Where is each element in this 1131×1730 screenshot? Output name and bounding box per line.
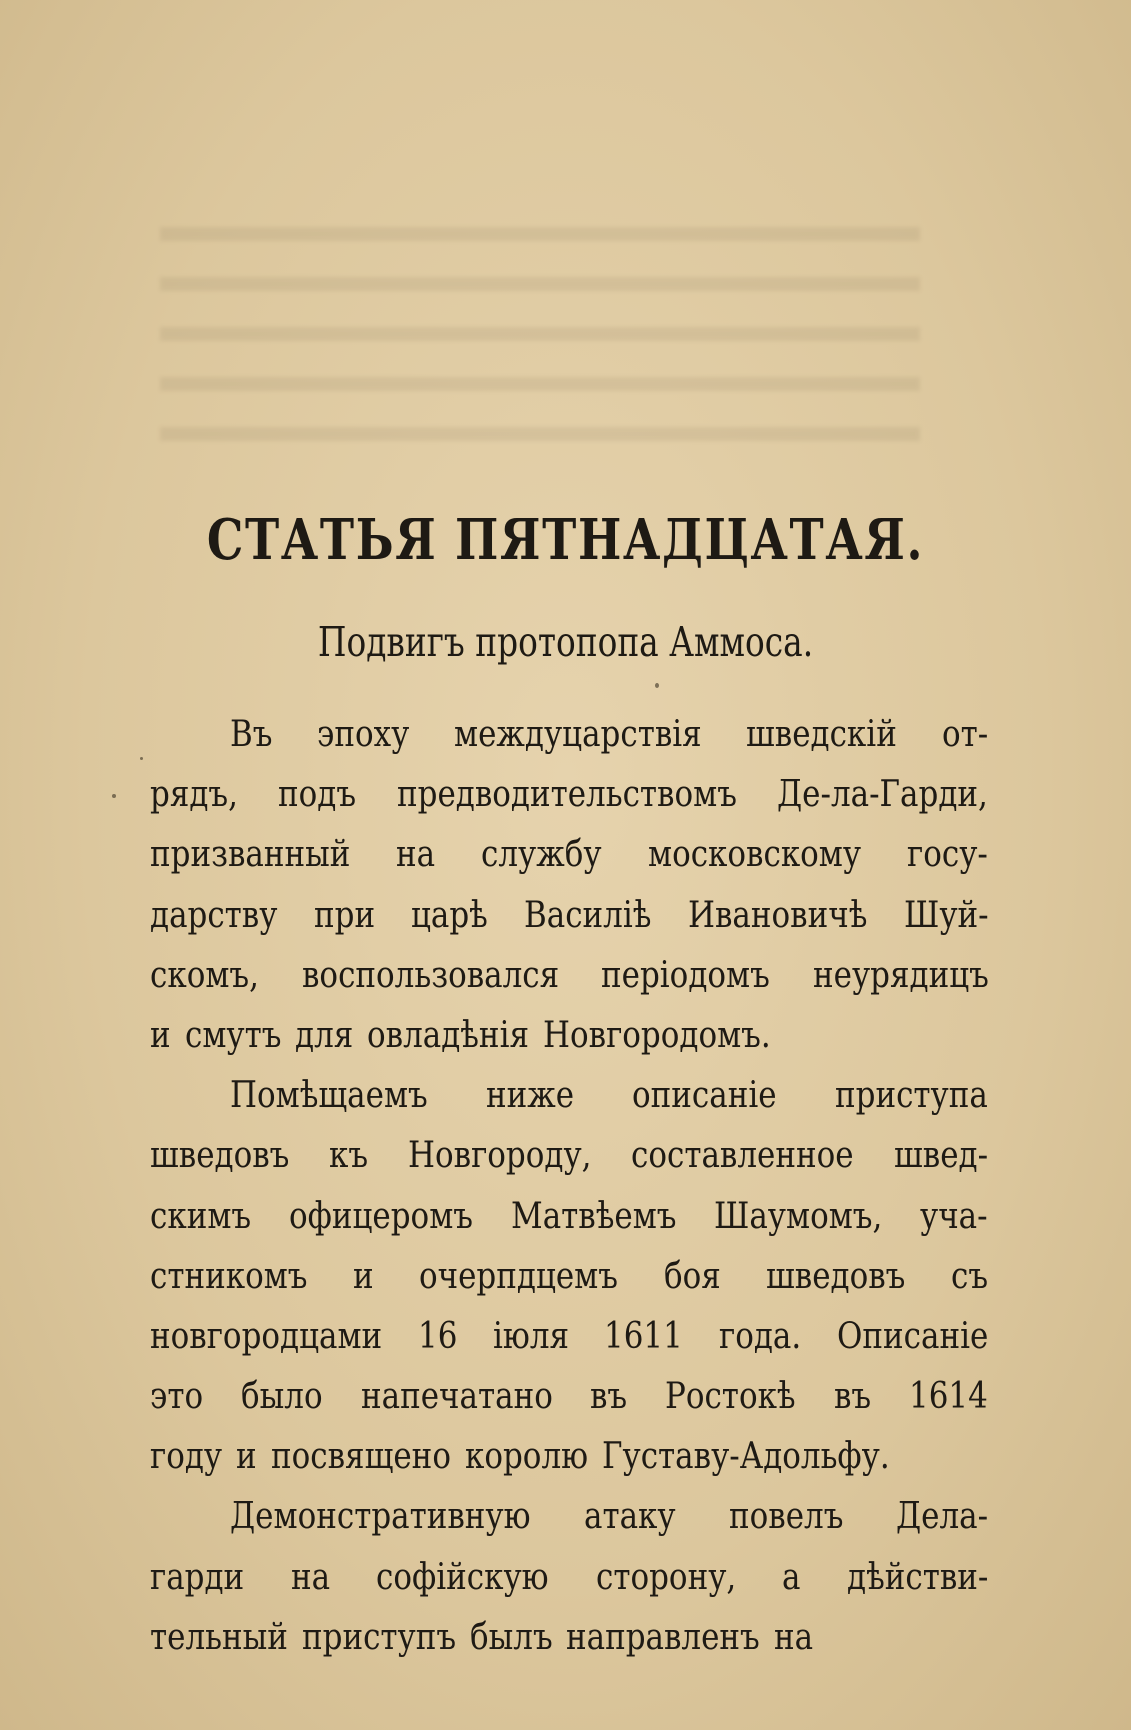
word: дѣйстви- [846, 1556, 989, 1598]
word: повелъ [728, 1496, 844, 1538]
word: гарди [150, 1556, 245, 1598]
word: королю [464, 1436, 588, 1478]
text-line [150, 825, 988, 885]
text-line [150, 1487, 988, 1547]
word: тельный [150, 1616, 288, 1658]
word: періодомъ [601, 954, 771, 996]
text-line [150, 1066, 988, 1126]
word: Василіѣ [523, 894, 652, 936]
word: при [313, 894, 375, 936]
word: шведовъ [150, 1135, 290, 1177]
word: былъ [469, 1616, 553, 1658]
word: атаку [583, 1496, 676, 1538]
word: Шуй- [903, 894, 989, 936]
word: службу [481, 834, 602, 876]
word: Ивановичѣ [687, 894, 867, 936]
word: офицеромъ [289, 1195, 474, 1237]
word: составленное [631, 1135, 854, 1177]
word: на [291, 1556, 331, 1598]
word: подъ [278, 774, 357, 816]
text-line [150, 1608, 988, 1668]
text-line [150, 1006, 988, 1066]
word: съ [951, 1255, 989, 1297]
word: швед- [894, 1135, 989, 1177]
text-line [150, 1427, 988, 1487]
word: шведскій [746, 714, 898, 755]
word: въ [833, 1376, 872, 1418]
word: и [353, 1255, 374, 1297]
word: Новгороду, [408, 1135, 592, 1177]
word: скомъ, [150, 954, 259, 996]
word: новгородцами [150, 1315, 383, 1357]
word: неурядицъ [812, 954, 989, 996]
ink-speck [140, 757, 143, 760]
word: скимъ [150, 1195, 252, 1237]
word: посвящено [270, 1436, 451, 1478]
word: іюля [492, 1315, 569, 1357]
word: смутъ [184, 1014, 282, 1056]
text-line [150, 1187, 988, 1247]
word: направленъ [566, 1616, 760, 1658]
word: междуцарствія [453, 714, 702, 755]
word: сторону, [595, 1556, 736, 1598]
ink-speck [112, 794, 116, 798]
word: было [241, 1376, 323, 1418]
word: году [150, 1436, 223, 1478]
word: Де-ла-Гарди, [777, 774, 989, 816]
word: от- [941, 714, 988, 755]
word: Густаву-Адольфу. [601, 1436, 890, 1478]
body-text [150, 705, 988, 1668]
word: 1611 [603, 1315, 683, 1357]
word: госу- [907, 834, 989, 876]
word: призванный [150, 834, 351, 876]
text-line [150, 765, 988, 825]
text-line [150, 886, 988, 946]
word: софійскую [376, 1556, 549, 1598]
ink-speck [655, 683, 659, 688]
word: и [236, 1436, 257, 1478]
word: Шаумомъ, [713, 1195, 883, 1237]
word: Демонстративную [230, 1496, 531, 1538]
text-line [150, 1126, 988, 1186]
word: а [782, 1556, 801, 1598]
word: боя [663, 1255, 721, 1297]
word: уча- [920, 1195, 988, 1237]
word: Дела- [895, 1496, 989, 1538]
text-line [150, 946, 988, 1006]
word: въ [590, 1376, 628, 1418]
word: Описаніе [836, 1315, 988, 1357]
word: на [773, 1616, 813, 1658]
word: къ [329, 1135, 369, 1177]
word: эпоху [316, 714, 410, 755]
word: овладѣнія [367, 1014, 530, 1056]
text-line [150, 705, 988, 765]
chapter-subtitle: Подвигъ протопопа Аммоса. [317, 618, 814, 666]
text-line [150, 1548, 988, 1608]
word: рядъ, [150, 774, 238, 816]
word: Новгородомъ. [543, 1014, 771, 1056]
word: года. [718, 1315, 801, 1357]
word: дарству [150, 894, 278, 936]
show-through-text [160, 205, 920, 475]
word: на [396, 834, 436, 876]
word: для [294, 1014, 354, 1056]
word: Въ [230, 714, 273, 755]
word: воспользовался [301, 954, 559, 996]
word: царѣ [411, 894, 488, 936]
word: описаніе [632, 1075, 777, 1117]
word: предводительствомъ [397, 774, 737, 816]
word: шведовъ [766, 1255, 906, 1297]
word: Ростокѣ [665, 1376, 796, 1418]
word: это [150, 1376, 204, 1418]
text-line [150, 1307, 988, 1367]
word: Помѣщаемъ [230, 1075, 428, 1117]
word: приступа [834, 1075, 988, 1117]
chapter-title: СТАТЬЯ ПЯТНАДЦАТАЯ. [206, 507, 925, 573]
text-line [150, 1367, 988, 1427]
word: стникомъ [150, 1255, 308, 1297]
word: очерпдцемъ [419, 1255, 619, 1297]
word: 1614 [908, 1376, 988, 1418]
word: московскому [647, 834, 861, 876]
word: и [150, 1014, 171, 1056]
word: 16 [417, 1315, 458, 1357]
word: приступъ [301, 1616, 456, 1658]
text-line [150, 1247, 988, 1307]
word: ниже [486, 1075, 575, 1117]
word: Матвѣемъ [510, 1195, 677, 1237]
word: напечатано [360, 1376, 553, 1418]
